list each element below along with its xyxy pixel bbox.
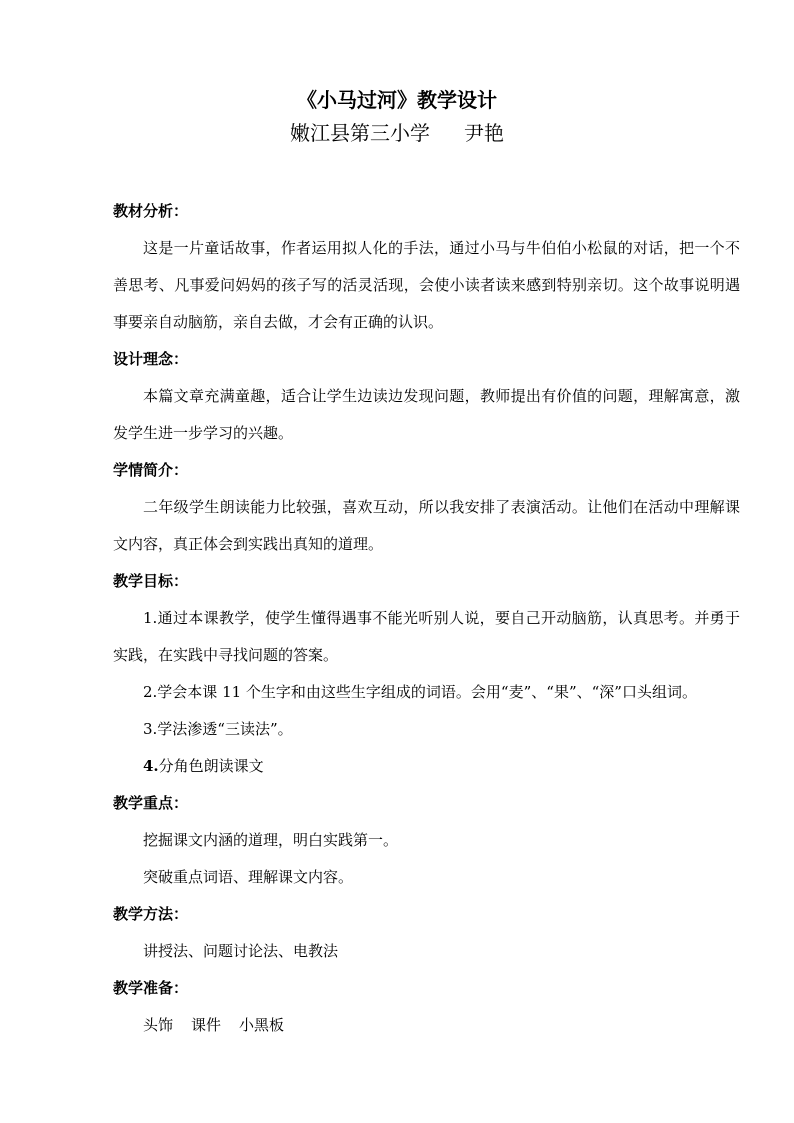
goal-item-1: 1.通过本课教学，使学生懂得遇事不能光听别人说，要自己开动脑筋，认真思考。并勇于实践，在实践中寻找问题的答案。 — [113, 609, 740, 664]
preparation-item-headwear: 头饰 — [143, 1016, 174, 1034]
section-heading-preparation: 教学准备： — [113, 979, 189, 997]
document-author-line — [0, 119, 794, 147]
goal-item-2: 2.学会本课 11 个生字和由这些生字组成的词语。会用“麦”、“果”、“深”口头组词。 — [143, 683, 697, 701]
goal-item-4-text: 分角色朗读课文 — [158, 757, 264, 775]
section-heading-analysis: 教材分析： — [113, 202, 189, 220]
section-heading-methods: 教学方法： — [113, 905, 189, 923]
section-text-analysis: 这是一片童话故事，作者运用拟人化的手法，通过小马与牛伯伯小松鼠的对话，把一个不善思考、凡事爱问妈妈的孩子写的活灵活现，会使小读者读来感到特别亲切。这个故事说明遇事要亲自动脑筋，亲自去做，才会有正确的认识。 — [113, 239, 740, 331]
goal-item-3: 3.学法渗透“三读法”。 — [143, 720, 293, 738]
document-body — [113, 193, 740, 1044]
preparation-item-blackboard: 小黑板 — [239, 1016, 285, 1034]
goal-item-4-number: 4. — [143, 757, 159, 775]
section-text-concept: 本篇文章充满童趣，适合让学生边读边发现问题，教师提出有价值的问题，理解寓意，激发学生进一步学习的兴趣。 — [113, 387, 740, 442]
key-point-1: 挖掘课文内涵的道理，明白实践第一。 — [143, 831, 399, 849]
key-point-2: 突破重点词语、理解课文内容。 — [143, 868, 354, 886]
section-heading-goals: 教学目标： — [113, 572, 189, 590]
goal-item-4 — [113, 748, 740, 785]
section-heading-key-points: 教学重点： — [113, 794, 189, 812]
preparation-item-courseware: 课件 — [191, 1016, 222, 1034]
section-text-methods: 讲授法、问题讨论法、电教法 — [143, 942, 339, 960]
document-title: 《小马过河》教学设计 — [297, 88, 497, 112]
section-heading-concept: 设计理念： — [113, 350, 189, 368]
section-text-students: 二年级学生朗读能力比较强，喜欢互动，所以我安排了表演活动。让他们在活动中理解课文内容，真正体会到实践出真知的道理。 — [113, 498, 740, 553]
author-name: 尹艳 — [464, 121, 504, 145]
section-heading-students: 学情简介： — [113, 461, 189, 479]
preparation-list — [113, 1007, 740, 1044]
author-school: 嫩江县第三小学 — [290, 121, 430, 145]
